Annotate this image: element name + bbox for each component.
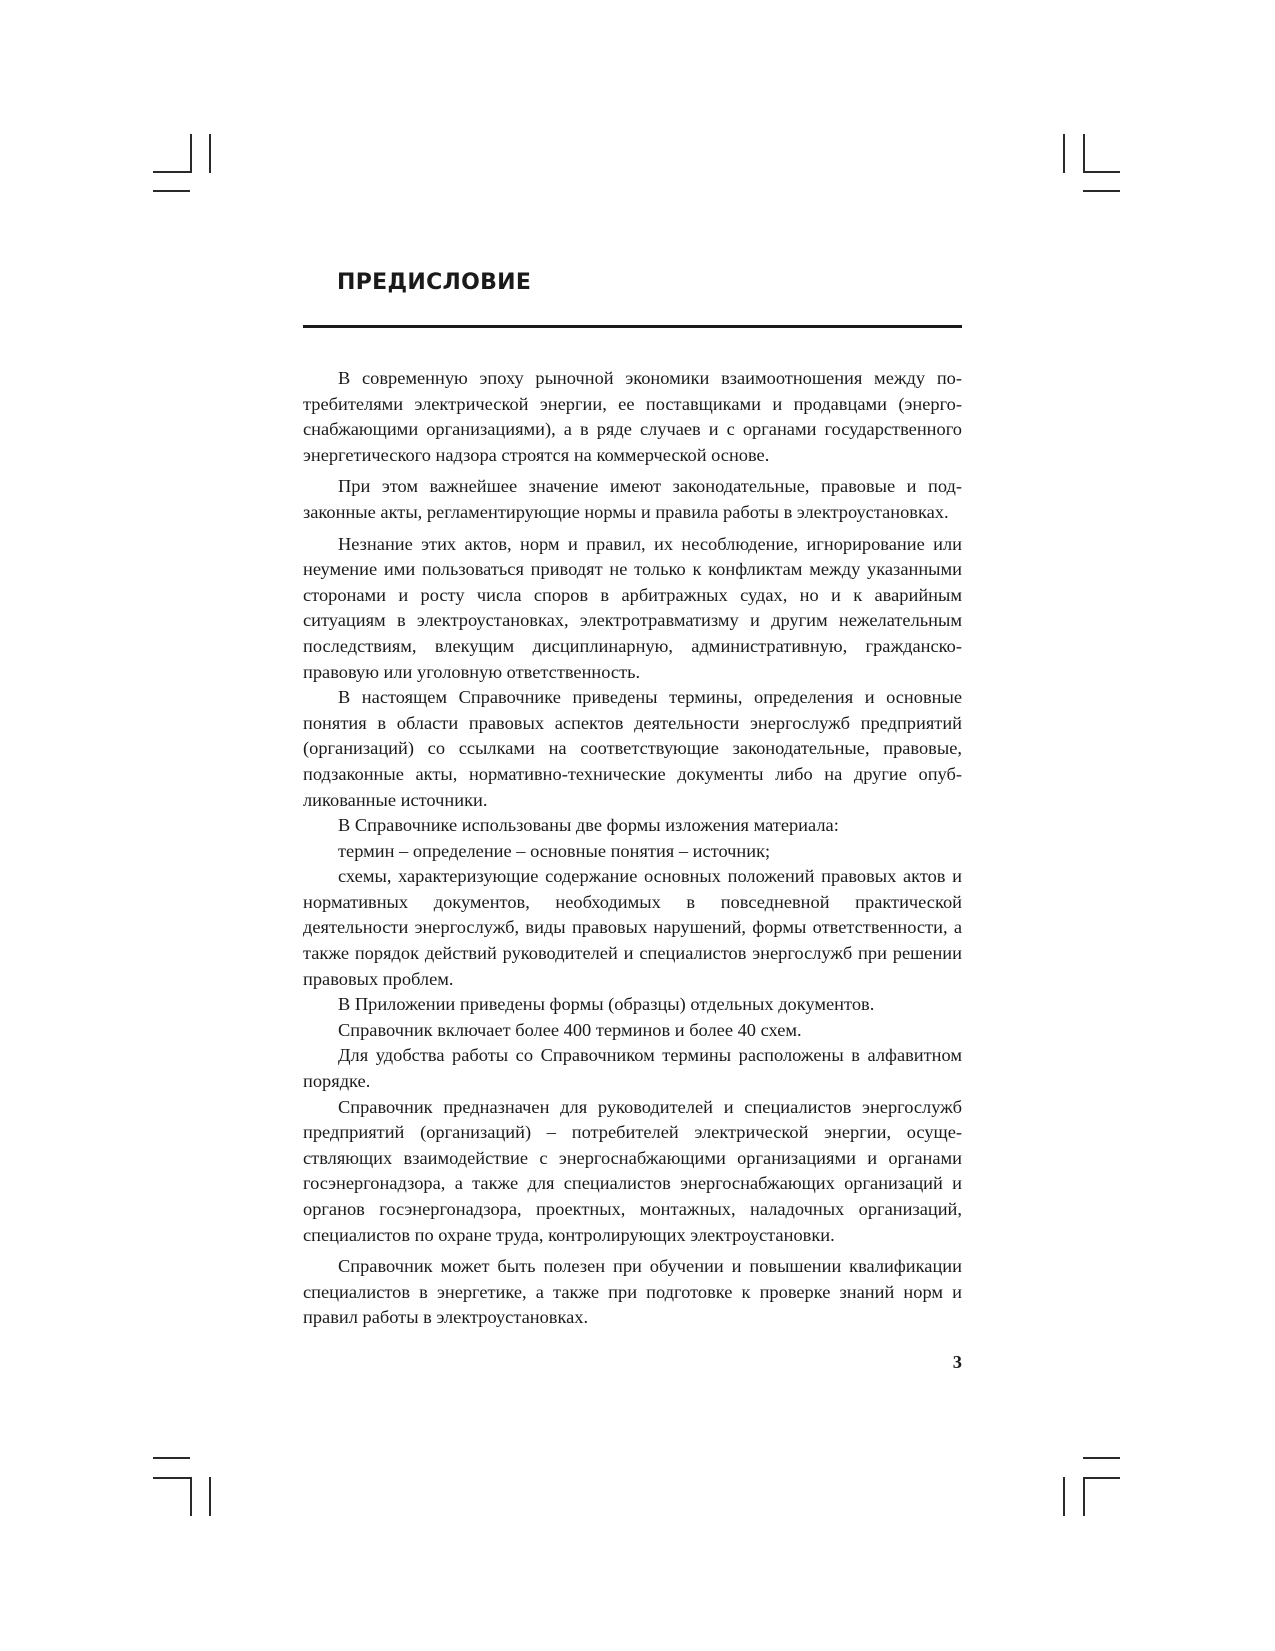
- crop-mark-top-right-inner-vertical: [1063, 134, 1065, 173]
- paragraph: В настоящем Справочнике приведены термины, определения и основные понятия в области правовых аспектов деятельности энергослужб предприятий (организаций) со ссылками на соответствующие законодательные, правовые, подзаконные акты, нормативно-технические документы либо на другие опубликованные источники.: [303, 687, 962, 810]
- paragraph: Справочник может быть полезен при обучении и повышении квалификации специалистов в энергетике, а также при подготовке к проверке знаний норм и правил работы в электроустановках.: [303, 1256, 962, 1328]
- crop-mark-top-left-lower-horizontal: [153, 190, 190, 192]
- paragraph: Справочник предназначен для руководителей и специалистов энергослужб предприятий (организаций) – потребителей электрической энергии, осуществляющих взаимодействие с энергоснабжающими организациями и органами госэнергонадзора, а также для специалистов энергоснабжающих организаций и органов госэнергонадзора, проектных, монтажных, наладочных организаций, специалистов по охране труда, контролирующих электроустановки.: [303, 1096, 962, 1245]
- crop-mark-bottom-left-horizontal: [153, 1477, 190, 1479]
- crop-mark-top-right-horizontal: [1083, 171, 1120, 173]
- crop-mark-top-left-inner-vertical: [209, 134, 211, 173]
- paragraph: Справочник включает более 400 терминов и более 40 схем.: [338, 1019, 802, 1040]
- page-number: 3: [952, 1352, 962, 1372]
- paragraph: Незнание этих актов, норм и правил, их несоблюдение, игнорирование или неумение ими пользоваться приводят не только к конфликтам между указанными сторонами и росту числа споров в арбитражных судах, но и к аварийным ситуациям в электроустановках, электротравматизму и другим нежелательным последствиям, влекущим дисциплинарную, административную, гражданско-правовую или уголовную ответственность.: [303, 533, 962, 682]
- crop-mark-bottom-left-vertical: [190, 1477, 192, 1516]
- paragraph: В Справочнике использованы две формы изложения материала:: [338, 815, 839, 836]
- crop-mark-bottom-left-inner-vertical: [209, 1477, 211, 1516]
- paragraph: схемы, характеризующие содержание основных положений правовых актов и нормативных документов, необходимых в повседневной практической деятельности энергослужб, виды правовых нарушений, формы ответственности, а также порядок действий руководителей и специалистов энергослужб при решении правовых проблем.: [303, 866, 962, 989]
- paragraph: термин – определение – основные понятия – источник;: [338, 840, 771, 861]
- crop-mark-top-left-horizontal: [153, 171, 190, 173]
- heading-divider: [303, 325, 962, 328]
- page-title: ПРЕДИСЛОВИЕ: [337, 270, 532, 295]
- crop-mark-top-left-vertical: [190, 134, 192, 173]
- paragraph: Для удобства работы со Справочником термины расположены в алфавитном порядке.: [303, 1045, 962, 1092]
- crop-mark-bottom-right-upper-horizontal: [1083, 1457, 1120, 1459]
- crop-mark-top-right-vertical: [1083, 134, 1085, 173]
- paragraph: В Приложении приведены формы (образцы) отдельных документов.: [338, 994, 875, 1015]
- preface-body: [303, 366, 962, 1331]
- crop-mark-bottom-right-horizontal: [1083, 1477, 1120, 1479]
- paragraph: В современную эпоху рыночной экономики взаимоотношения между потребителями электрической энергии, ее поставщиками и продавцами (энергоснабжающими организациями), а в ряде случаев и с органами государственного энергетического надзора строятся на коммерческой основе.: [303, 368, 962, 465]
- crop-mark-bottom-right-inner-vertical: [1063, 1477, 1065, 1516]
- paragraph: При этом важнейшее значение имеют законодательные, правовые и подзаконные акты, регламентирующие нормы и правила работы в электроустановках.: [303, 476, 962, 522]
- crop-mark-bottom-left-upper-horizontal: [153, 1457, 190, 1459]
- crop-mark-bottom-right-vertical: [1083, 1477, 1085, 1516]
- crop-mark-top-right-lower-horizontal: [1083, 190, 1120, 192]
